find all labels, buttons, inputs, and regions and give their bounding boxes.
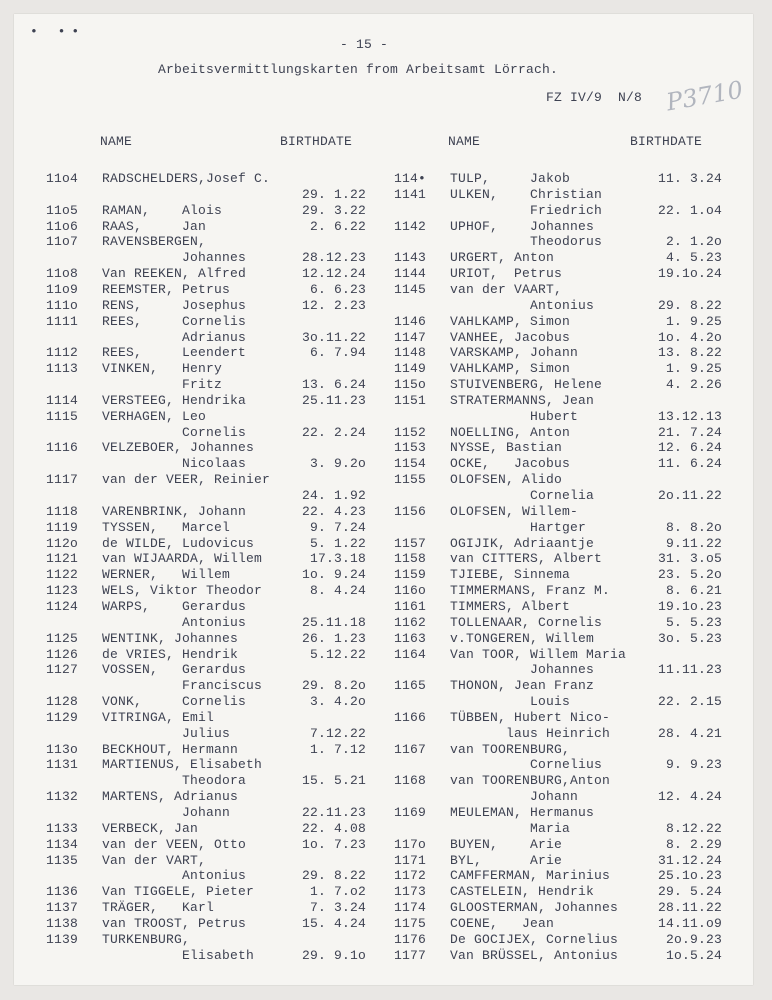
record-number: 1128 (46, 694, 79, 710)
record-birthdate: 29. 9.1o (301, 947, 366, 963)
record-number: 1175 (394, 915, 427, 931)
record-number: 1156 (394, 503, 427, 519)
record-name: van der VEER, Reinier (102, 472, 271, 488)
record-name: OLOFSEN, Willem- (450, 503, 579, 519)
record-birthdate: 17.3.18 (309, 551, 366, 567)
record-number: 1142 (394, 218, 427, 234)
record-name: MEULEMAN, Hermanus (450, 805, 595, 820)
record-number: 1119 (46, 519, 79, 535)
record-number: 1132 (46, 789, 79, 805)
record-number: 1176 (394, 931, 427, 947)
record-name: Cornelius (450, 757, 603, 773)
record-number: 114• (394, 171, 427, 186)
record-number: 1149 (394, 361, 427, 377)
record-number: 116o (394, 583, 427, 599)
record-birthdate: 2o.9.23 (665, 931, 722, 947)
record-name: OCKE, Jacobus (450, 456, 571, 472)
record-name: Elisabeth (102, 947, 255, 963)
record-name: VANHEE, Jacobus (450, 329, 571, 345)
record-birthdate: 19.1o.23 (657, 598, 722, 614)
record-birthdate: 22.11.23 (301, 805, 366, 820)
record-birthdate: 1. 7.o2 (309, 884, 366, 900)
record-number: 1115 (46, 408, 79, 424)
record-number: 115o (394, 377, 427, 393)
record-number: 1155 (394, 472, 427, 488)
record-number: 11o4 (46, 171, 79, 186)
record-name: NOELLING, Anton (450, 424, 571, 440)
record-name: VERSTEEG, Hendrika (102, 392, 247, 408)
record-number: 1152 (394, 424, 427, 440)
record-name: NYSSE, Bastian (450, 440, 563, 456)
record-birthdate: 15. 5.21 (301, 773, 366, 789)
record-number: 1161 (394, 598, 427, 614)
record-name: Van TOOR, Willem Maria (450, 646, 627, 662)
record-birthdate: 29. 8.22 (301, 868, 366, 884)
record-number: 11o6 (46, 218, 79, 234)
record-name: Johannes (450, 662, 595, 678)
record-name: RAMAN, Alois (102, 202, 223, 218)
record-name: VINKEN, Henry (102, 361, 223, 377)
record-birthdate: 6. 7.94 (309, 345, 366, 361)
record-number: 1158 (394, 551, 427, 567)
record-name: TJIEBE, Sinnema (450, 567, 571, 583)
record-birthdate: 1o. 7.23 (301, 836, 366, 852)
record-number: 1131 (46, 757, 79, 773)
record-name: BYL, Arie (450, 852, 563, 868)
record-number: 1112 (46, 345, 79, 361)
record-number: 1126 (46, 646, 79, 662)
handwritten-annotation: P3710 (664, 75, 746, 117)
record-birthdate: 25.1o.23 (657, 868, 722, 884)
record-name: BECKHOUT, Hermann (102, 741, 239, 757)
corner-marks: • •• (30, 24, 86, 39)
record-name: Hartger (450, 519, 587, 535)
record-name: de VRIES, Hendrik (102, 646, 239, 662)
record-name: RENS, Josephus (102, 297, 247, 313)
record-birthdate: 29. 3.22 (301, 202, 366, 218)
record-birthdate: 5. 5.23 (665, 614, 722, 630)
record-birthdate: 1. 9.25 (665, 361, 722, 377)
record-birthdate: 22. 4.08 (301, 820, 366, 836)
record-number: 1146 (394, 313, 427, 329)
record-number: 1121 (46, 551, 79, 567)
record-number: 1139 (46, 931, 79, 947)
record-name: Theodora (102, 773, 247, 789)
record-name: van WIJAARDA, Willem (102, 551, 263, 567)
record-number: 1118 (46, 503, 79, 519)
record-name: Hubert (450, 408, 579, 424)
record-birthdate: 26. 1.23 (301, 630, 366, 646)
record-number: 1166 (394, 709, 427, 725)
record-birthdate: 3o. 5.23 (657, 630, 722, 646)
record-name: Johann (102, 805, 231, 820)
record-birthdate: 29. 8.2o (301, 678, 366, 694)
record-number: 1114 (46, 392, 79, 408)
record-name: v.TONGEREN, Willem (450, 630, 595, 646)
record-birthdate: 8. 8.2o (665, 519, 722, 535)
record-number: 1157 (394, 535, 427, 551)
record-birthdate: 9.11.22 (665, 535, 722, 551)
record-name: Van TIGGELE, Pieter (102, 884, 255, 900)
left-name-header: NAME (100, 134, 133, 149)
record-number: 1123 (46, 583, 79, 599)
record-birthdate: 12.12.24 (301, 266, 366, 282)
record-birthdate: 23. 5.2o (657, 567, 722, 583)
record-birthdate: 3o.11.22 (301, 329, 366, 345)
record-name: TURKENBURG, (102, 931, 191, 947)
record-birthdate: 13.12.13 (657, 408, 722, 424)
record-name: REEMSTER, Petrus (102, 281, 231, 297)
record-number: 1167 (394, 741, 427, 757)
record-name: Van BRÜSSEL, Antonius (450, 947, 619, 963)
record-birthdate: 1o. 4.2o (657, 329, 722, 345)
record-birthdate: 8.12.22 (665, 820, 722, 836)
record-number: 1169 (394, 805, 427, 820)
record-number: 11o8 (46, 266, 79, 282)
record-name: Adrianus (102, 329, 247, 345)
record-number: 1168 (394, 773, 427, 789)
record-birthdate: 11.11.23 (657, 662, 722, 678)
record-name: VITRINGA, Emil (102, 709, 215, 725)
record-number: 1165 (394, 678, 427, 694)
record-name: van TROOST, Petrus (102, 915, 247, 931)
record-name: van der VEEN, Otto (102, 836, 247, 852)
record-name: MARTIENUS, Elisabeth (102, 757, 263, 773)
record-name: TYSSEN, Marcel (102, 519, 231, 535)
record-name: Louis (450, 694, 571, 710)
record-name: CASTELEIN, Hendrik (450, 884, 595, 900)
record-number: 1143 (394, 250, 427, 266)
record-name: WENTINK, Johannes (102, 630, 239, 646)
record-number: 1148 (394, 345, 427, 361)
record-birthdate: 3. 9.2o (309, 456, 366, 472)
record-birthdate: 8. 4.24 (309, 583, 366, 599)
record-name: REES, Cornelis (102, 313, 247, 329)
record-name: VARENBRINK, Johann (102, 503, 247, 519)
record-birthdate: 12. 2.23 (301, 297, 366, 313)
record-birthdate: 25.11.23 (301, 392, 366, 408)
record-birthdate: 7. 3.24 (309, 900, 366, 916)
record-name: BUYEN, Arie (450, 836, 563, 852)
record-birthdate: 4. 5.23 (665, 250, 722, 266)
record-number: 1164 (394, 646, 427, 662)
record-number: 1145 (394, 281, 427, 297)
record-birthdate: 28. 4.21 (657, 725, 722, 741)
record-name: ULKEN, Christian (450, 186, 603, 202)
record-birthdate: 29. 8.22 (657, 297, 722, 313)
record-name: STUIVENBERG, Helene (450, 377, 603, 393)
record-birthdate: 25.11.18 (301, 614, 366, 630)
record-name: Antonius (102, 614, 247, 630)
record-name: Franciscus (102, 678, 263, 694)
record-birthdate: 5.12.22 (309, 646, 366, 662)
record-name: TIMMERMANS, Franz M. (450, 583, 611, 599)
record-number: 1111 (46, 313, 79, 329)
record-number: 1177 (394, 947, 427, 963)
record-number: 1174 (394, 900, 427, 916)
record-number: 11o5 (46, 202, 79, 218)
record-number: 1135 (46, 852, 79, 868)
record-number: 117o (394, 836, 427, 852)
record-name: GLOOSTERMAN, Johannes (450, 900, 619, 916)
record-birthdate: 1. 9.25 (665, 313, 722, 329)
record-name: De GOCIJEX, Cornelius (450, 931, 619, 947)
record-number: 1162 (394, 614, 427, 630)
record-name: VOSSEN, Gerardus (102, 662, 247, 678)
record-birthdate: 22. 4.23 (301, 503, 366, 519)
record-number: 111o (46, 297, 79, 313)
record-birthdate: 3. 4.2o (309, 694, 366, 710)
record-name: WERNER, Willem (102, 567, 231, 583)
record-birthdate: 8. 2.29 (665, 836, 722, 852)
record-name: VELZEBOER, Johannes (102, 440, 255, 456)
record-birthdate: 28.12.23 (301, 250, 366, 266)
file-reference: FZ IV/9 N/8 (546, 90, 643, 105)
record-name: van der VAART, (450, 281, 563, 297)
record-name: MARTENS, Adrianus (102, 789, 239, 805)
record-birthdate: 21. 7.24 (657, 424, 722, 440)
record-name: Friedrich (450, 202, 603, 218)
record-number: 1173 (394, 884, 427, 900)
record-number: 1153 (394, 440, 427, 456)
record-birthdate: 28.11.22 (657, 900, 722, 916)
record-birthdate: 22. 2.24 (301, 424, 366, 440)
record-number: 1147 (394, 329, 427, 345)
record-number: 112o (46, 535, 79, 551)
document-title: Arbeitsvermittlungskarten from Arbeitsamt Lörrach. (158, 62, 559, 77)
record-number: 1171 (394, 852, 427, 868)
record-name: van TOORENBURG,Anton (450, 773, 611, 789)
record-birthdate: 14.11.o9 (657, 915, 722, 931)
record-birthdate: 8. 6.21 (665, 583, 722, 599)
record-birthdate: 12. 4.24 (657, 789, 722, 805)
page-number: - 15 - (340, 37, 389, 52)
record-number: 1124 (46, 598, 79, 614)
record-number: 1144 (394, 266, 427, 282)
record-birthdate: 5. 1.22 (309, 535, 366, 551)
record-number: 1134 (46, 836, 79, 852)
left-birthdate-header: BIRTHDATE (280, 134, 353, 149)
record-name: Van der VART, (102, 852, 207, 868)
record-name: TOLLENAAR, Cornelis (450, 614, 603, 630)
record-birthdate: 7.12.22 (309, 725, 366, 741)
record-name: Cornelia (450, 488, 595, 503)
record-name: TULP, Jakob (450, 171, 571, 186)
record-birthdate: 1. 7.12 (309, 741, 366, 757)
record-name: Julius (102, 725, 231, 741)
record-birthdate: 22. 1.o4 (657, 202, 722, 218)
record-birthdate: 22. 2.15 (657, 694, 722, 710)
record-birthdate: 2. 6.22 (309, 218, 366, 234)
record-name: OLOFSEN, Alido (450, 472, 563, 488)
record-number: 1154 (394, 456, 427, 472)
record-number: 1137 (46, 900, 79, 916)
record-birthdate: 31.12.24 (657, 852, 722, 868)
record-name: Antonius (102, 868, 247, 884)
record-name: VAHLKAMP, Simon (450, 361, 571, 377)
record-birthdate: 9. 9.23 (665, 757, 722, 773)
record-name: RAAS, Jan (102, 218, 207, 234)
record-name: TIMMERS, Albert (450, 598, 571, 614)
record-number: 1125 (46, 630, 79, 646)
record-birthdate: 6. 6.23 (309, 281, 366, 297)
record-number: 1117 (46, 472, 79, 488)
record-name: TRÄGER, Karl (102, 900, 215, 916)
record-name: VERBECK, Jan (102, 820, 199, 836)
record-number: 1129 (46, 709, 79, 725)
record-name: WARPS, Gerardus (102, 598, 247, 614)
record-number: 1133 (46, 820, 79, 836)
record-birthdate: 19.1o.24 (657, 266, 722, 282)
record-number: 1136 (46, 884, 79, 900)
record-name: Theodorus (450, 234, 603, 250)
record-name: CAMFFERMAN, Marinius (450, 868, 611, 884)
record-name: OGIJIK, Adriaantje (450, 535, 595, 551)
record-birthdate: 2o.11.22 (657, 488, 722, 503)
record-name: VERHAGEN, Leo (102, 408, 207, 424)
record-name: STRATERMANNS, Jean (450, 392, 595, 408)
record-birthdate: 11. 6.24 (657, 456, 722, 472)
record-name: RADSCHELDERS,Josef C. (102, 171, 271, 186)
record-name: Johannes (102, 250, 247, 266)
right-name-header: NAME (448, 134, 481, 149)
record-birthdate: 31. 3.o5 (657, 551, 722, 567)
record-name: Cornelis (102, 424, 247, 440)
record-name: WELS, Viktor Theodor (102, 583, 263, 599)
record-birthdate: 11. 3.24 (657, 171, 722, 186)
record-name: van TOORENBURG, (450, 741, 571, 757)
record-birthdate: 1o.5.24 (665, 947, 722, 963)
record-name: Johann (450, 789, 579, 805)
record-name: Fritz (102, 377, 223, 393)
record-number: 1138 (46, 915, 79, 931)
record-birthdate: 13. 6.24 (301, 377, 366, 393)
record-number: 1141 (394, 186, 427, 202)
record-number: 1163 (394, 630, 427, 646)
record-birthdate: 24. 1.92 (301, 488, 366, 503)
record-name: UPHOF, Johannes (450, 218, 595, 234)
record-number: 1122 (46, 567, 79, 583)
record-number: 1159 (394, 567, 427, 583)
record-number: 113o (46, 741, 79, 757)
record-name: de WILDE, Ludovicus (102, 535, 255, 551)
record-birthdate: 29. 5.24 (657, 884, 722, 900)
record-birthdate: 4. 2.26 (665, 377, 722, 393)
record-birthdate: 1o. 9.24 (301, 567, 366, 583)
record-name: RAVENSBERGEN, (102, 234, 207, 250)
record-name: VARSKAMP, Johann (450, 345, 579, 361)
record-number: 1113 (46, 361, 79, 377)
record-birthdate: 29. 1.22 (301, 186, 366, 202)
record-number: 1116 (46, 440, 79, 456)
record-birthdate: 15. 4.24 (301, 915, 366, 931)
record-number: 11o7 (46, 234, 79, 250)
record-name: TÜBBEN, Hubert Nico- (450, 709, 611, 725)
record-name: VAHLKAMP, Simon (450, 313, 571, 329)
record-name: Antonius (450, 297, 595, 313)
record-name: Maria (450, 820, 571, 836)
record-name: URGERT, Anton (450, 250, 555, 266)
record-number: 11o9 (46, 281, 79, 297)
record-name: THONON, Jean Franz (450, 678, 595, 694)
record-number: 1151 (394, 392, 427, 408)
record-name: Van REEKEN, Alfred (102, 266, 247, 282)
record-number: 1127 (46, 662, 79, 678)
record-name: Nicolaas (102, 456, 247, 472)
record-birthdate: 2. 1.2o (665, 234, 722, 250)
record-birthdate: 9. 7.24 (309, 519, 366, 535)
record-name: REES, Leendert (102, 345, 247, 361)
record-name: laus Heinrich (450, 725, 611, 741)
record-name: van CITTERS, Albert (450, 551, 603, 567)
record-birthdate: 13. 8.22 (657, 345, 722, 361)
record-name: COENE, Jean (450, 915, 555, 931)
record-birthdate: 12. 6.24 (657, 440, 722, 456)
record-number: 1172 (394, 868, 427, 884)
record-name: URIOT, Petrus (450, 266, 563, 282)
right-birthdate-header: BIRTHDATE (630, 134, 703, 149)
record-name: VONK, Cornelis (102, 694, 247, 710)
